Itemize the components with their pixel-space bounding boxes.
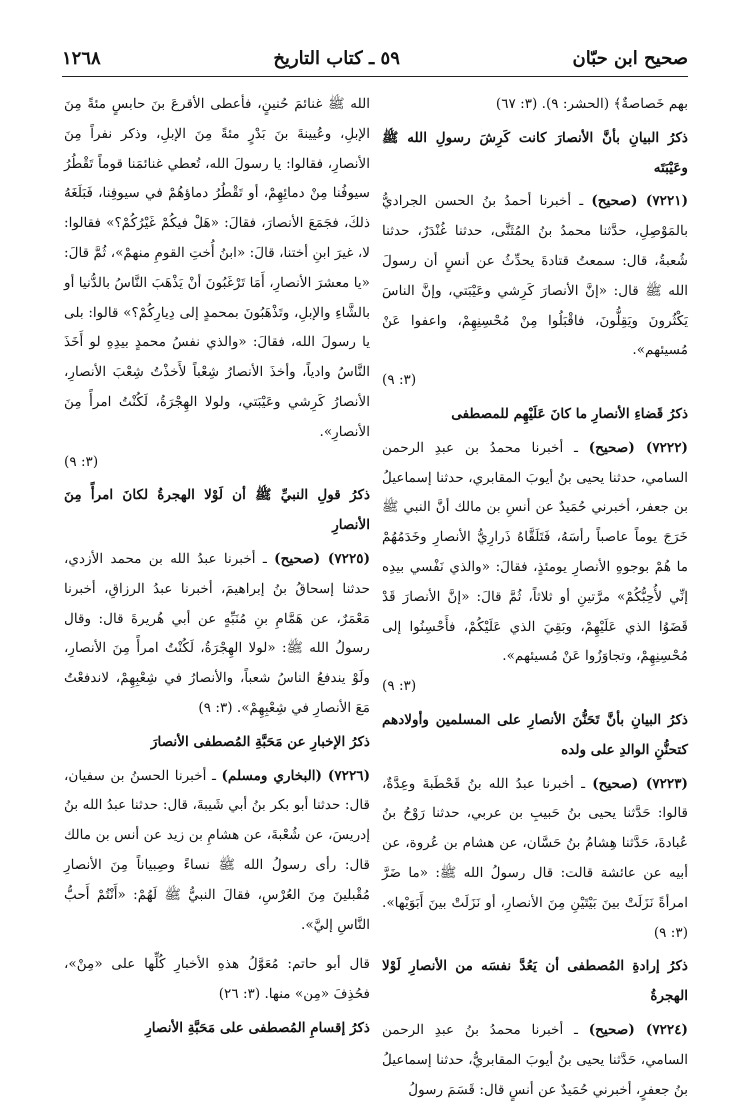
- chapter-title: ٥٩ ـ كتاب التاريخ: [273, 47, 400, 69]
- paragraph: قال أبو حاتم: مُعَوَّلُ هذهِ الأخبارِ كُلِّها على «مِنْ»، فحُذِفَ «مِن» منها. (٣: ٢٦): [64, 956, 370, 1003]
- paragraph: الله ﷺ غنائمَ حُنينٍ، فأعطى الأقرعَ بنَ حابسٍ مئةً مِنَ الإبلِ، وعُيينةَ بنَ بَدْرٍ مئةً مِنَ الإبلِ، وذكر نفراً مِنَ الأنصارِ، فقالوا: يا رسولَ الله، تُعطي غنائمَنا قوماً تَقْطُرُ سيوفُنا مِنْ دمائِهِمْ، أو تَقْطُرُ دماؤهُمْ في سيوفِنا، فَبَلَغَهُ ذلكَ، فجَمَعَ الأنصارَ، فقالَ: «هَلْ فيكُمْ غَيْرُكُمْ؟» فقالوا: لا، غيرَ ابنِ أختنا، قالَ: «ابنُ أُختِ القومِ منهمْ»، ثُمَّ قالَ: «يا معشرَ الأنصارِ، أَمَا تَرْغَبُونَ أنْ يَذْهَبَ النَّاسُ بالدُّنيا أو بالشَّاءِ والإبلِ، وتَذْهَبُونَ بمحمدٍ إلى دِيارِكُمْ؟» قالوا: بلى يا رسولَ الله، فقالَ: «والذي نفسُ محمدٍ بيدِهِ لو أَخَذَ النَّاسُ وادياً، وأخذَ الأنصارُ شِعْباً لأَخذْتُ شِعْبَ الأنصارِ، الأنصارُ كَرِشي وعَيْبَتي، ولولا الهِجْرَةُ، لَكُنْتُ امرأً مِنَ الأنصارِ».: [64, 96, 370, 440]
- section-heading: ذكرُ قَضاءِ الأنصارِ ما كانَ عَلَيْهِم للمصطفى: [451, 405, 688, 422]
- paragraph: بهم خَصاصةٌ﴾ (الحشر: ٩). (٣: ٦٧): [495, 96, 688, 112]
- section-heading: ذكرُ البيانِ بأنَّ تَحَنُّنَ الأنصارِ على المسلمين وأولادهم كتحنُّنِ الوالدِ على ولده: [382, 711, 688, 758]
- reference-note: (٣: ٩): [64, 453, 99, 470]
- hadith-number: (٧٢٢٤) (صحيح): [588, 1021, 688, 1038]
- paragraph: [382, 434, 688, 672]
- section-heading: ذكرُ البيانِ بأنَّ الأنصارَ كانت كَرِشَ رسولِ الله ﷺ وعَيْبَتَه: [382, 129, 688, 176]
- hadith-number: (٧٢٢٦) (البخاري ومسلم): [221, 767, 370, 784]
- section-heading: ذكرُ الإخبارِ عن مَحَبَّةِ المُصطفى الأنصارَ: [150, 733, 370, 750]
- section-heading: ذكرُ قولِ النبيِّ ﷺ أن لَوْلا الهجرةُ لكانَ امرأً مِنَ الأنصارِ: [64, 487, 370, 534]
- page-number: ١٢٦٨: [62, 47, 101, 69]
- hadith-text: ـ أخبرنا عبدُ الله بنُ قَحْطَبةَ وعِدَّةٌ، قالوا: حَدَّثنا يحيى بنُ حَبيبِ بن عربي، حدثنا رَوْحُ بنُ عُبادةَ، حَدَّثنا هِشامُ بنُ حَسَّان، عن هشام بن عُروة، عن أبيه عن عائشة قالت: قال رسولُ الله ﷺ: «ما ضَرَّ امرأةً نَزَلَتْ بينَ بَيْتَيْنِ مِنَ الأنصارِ، أو نَزَلَتْ بينَ أَبَوَيْها». (٣: ٩): [382, 775, 688, 941]
- reference-note: (٣: ٩): [382, 372, 417, 389]
- paragraph: [382, 187, 688, 366]
- paragraph: [64, 762, 370, 941]
- hadith-number: (٧٢٢٣) (صحيح): [592, 775, 688, 792]
- hadith-text: ـ أخبرنا الحسنُ بن سفيان، قال: حدثنا أبو بكر بنُ أبي شَيبةَ، قال: حدثنا عبدُ الله بنُ إدريسَ، عن شُعْبةَ، عن هشامِ بن زيد عن أنس بن مالك قال: رأى رسولُ الله ﷺ نساءً وصِبياناً مِنَ الأنصارِ مُقْبلينَ مِنَ العُرْسِ، فقالَ النبيُّ ﷺ لَهُمْ: «أَنْتُمْ أَحبُّ النَّاسِ إليَّ».: [64, 767, 370, 933]
- left-column: [64, 90, 370, 1048]
- hadith-text: ـ أخبرنا أحمدُ بنُ الحسن الجراديُّ بالمَوْصِلِ، حدَّثنا محمدُ بنُ المُثَنَّى، حدثنا غُنْدَرٌ، حدثنا شُعبةُ، قال: سمعتُ قتادةَ يحدِّثُ عن أنسٍ أن رسولَ الله ﷺ قال: «إنَّ الأنصارَ كَرِشي وعَيْبَتي، وإنَّ الناسَ يَكْثُرونَ ويَقِلُّونَ، فاقْبَلُوا مِنْ مُحْسِنِهِمْ، واعفوا عَنْ مُسيئهم».: [382, 193, 688, 359]
- hadith-number: (٧٢٢١) (صحيح): [591, 193, 688, 210]
- paragraph: [382, 770, 688, 949]
- hadith-text: ـ أخبرنا عبدُ الله بن محمد الأزدي، حدثنا إسحاقُ بنُ إبراهيمَ، أخبرنا عبدُ الرزاقِ، أخبرنا مَعْمَرٌ، عن هَمَّامِ بنِ مُنَبِّهٍ عن أبي هُريرةَ قال: وقال رسولُ الله ﷺ: «لولا الهِجْرَةُ، لَكُنْتُ امرأً مِنَ الأنصارِ، ولَوْ يندفعُ الناسُ شعباً، والأنصارُ في شِعْبِهِمْ، لاندفعْتُ مَعَ الأنصارِ في شِعْبِهِمْ». (٣: ٩): [64, 550, 370, 716]
- hadith-text: ـ أخبرنا محمدُ بن عبدِ الرحمن السامي، حدثنا يحيى بنُ أيوبَ المقابري، حدثنا إسماعيلُ بن جعفر، أخبرني حُمَيدٌ عن أنسِ بن مالك أنَّ النبي ﷺ خَرَجَ يوماً عاصباً رأسَهُ، فَتَلَقَّاهُ ذَرارِيُّ الأنصارِ وخَدَمُهُمْ ما هُمْ بوجوهِ الأنصارِ يومئذٍ، فقالَ: «والذي نَفْسي بيدِه إنِّي لأُحِبُّكُمْ» مرَّتينِ أو ثلاثاً، ثُمَّ قالَ: «إنَّ الأنصارَ قَدْ قَضَوُا الذي عَلَيْهِمْ، وبَقِيَ الذي عَلَيْكُمْ، فأَحْسِنُوا إلى مُحْسِنِهِمْ، وتجاوَزُوا عَنْ مُسيئهم».: [382, 439, 688, 665]
- hadith-number: (٧٢٢٢) (صحيح): [588, 439, 688, 456]
- page-header: [62, 40, 688, 77]
- reference-note: (٣: ٩): [382, 678, 417, 695]
- hadith-number: (٧٢٢٥) (صحيح): [274, 550, 370, 567]
- section-heading: ذكرُ إقسامِ المُصطفى على مَحَبَّةِ الأنصارِ: [145, 1019, 370, 1036]
- section-heading: ذكرُ إرادةِ المُصطفى أن يَعُدَّ نفسَه من الأنصارِ لَوْلا الهجرةُ: [382, 958, 688, 1005]
- paragraph: [64, 545, 370, 724]
- right-column: [382, 90, 688, 1105]
- book-title: صحيح ابن حبّان: [572, 47, 688, 69]
- hadith-text: ـ أخبرنا محمدُ بنُ عبدِ الرحمن السامي، حَدَّثنا يحيى بنُ أيوبَ المقابريُّ، حدثنا إسماعيلُ بنُ جعفرٍ، أخبرني حُمَيدٌ عن أنسٍ قال: قَسَمَ رسولُ: [382, 1021, 688, 1098]
- paragraph: [382, 1016, 688, 1105]
